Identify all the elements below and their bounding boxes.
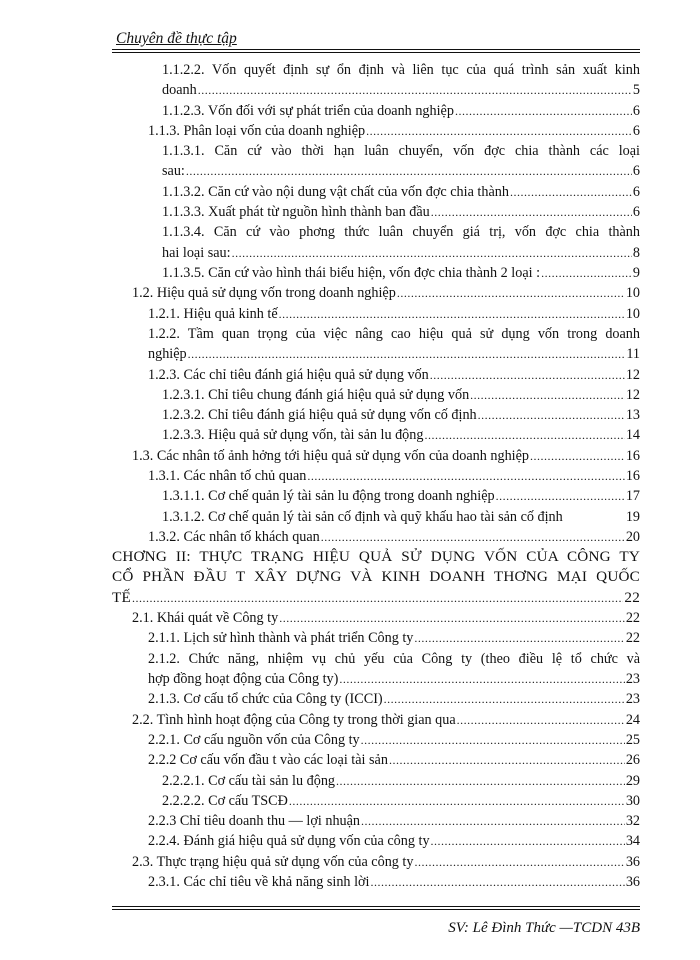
toc-entry-title-cont: CỔ PHẦN ĐẦU T XÂY DỰNG VÀ KINH DOANH THƠNG MẠI QUỐC bbox=[112, 568, 640, 586]
toc-entry-title: 1.2. Hiệu quả sử dụng vốn trong doanh nghiệp bbox=[132, 285, 396, 302]
toc-entry-title: 2.3.1. Các chỉ tiêu về khả năng sinh lời bbox=[148, 874, 370, 890]
toc-page-number: 6 bbox=[632, 102, 640, 119]
toc-entry-title-cont: hợp đồng hoạt động của Công ty) bbox=[148, 670, 339, 687]
toc-page-number: 24 bbox=[625, 711, 640, 728]
dot-leader bbox=[366, 121, 632, 141]
toc-page-number: 32 bbox=[625, 813, 640, 830]
toc-page-number: 26 bbox=[625, 752, 640, 769]
dot-leader bbox=[470, 385, 625, 405]
toc-entry-title: 1.1.3.4. Căn cứ vào phơng thức luân chuyển giá trị, vốn đợc chia thành bbox=[162, 224, 640, 241]
toc-entry-title: 2.2.2.1. Cơ cấu tài sản lu động bbox=[162, 772, 336, 789]
toc-page-number: 11 bbox=[626, 346, 640, 363]
toc-entry-title: 1.2.1. Hiệu quả kinh tế bbox=[148, 305, 278, 322]
toc-page-number: 6 bbox=[632, 122, 640, 139]
dot-leader bbox=[431, 202, 632, 222]
dot-leader bbox=[321, 527, 625, 547]
dot-leader bbox=[336, 771, 625, 791]
toc-page-number: 16 bbox=[625, 468, 640, 484]
toc-entry-title: 1.1.3. Phân loại vốn của doanh nghiệp bbox=[148, 122, 366, 139]
toc-entry-title: 1.1.3.2. Căn cứ vào nội dung vật chất của vốn đợc chia thành bbox=[162, 183, 509, 200]
toc-entry bbox=[112, 872, 640, 892]
toc-page-number: 17 bbox=[625, 488, 640, 505]
toc-entry-title: 1.1.2.2. Vốn quyết định sự ổn định và liên tục của quá trình sản xuất kinh bbox=[162, 62, 640, 78]
toc-entry-title-cont: nghiệp bbox=[148, 346, 187, 363]
toc-entry bbox=[112, 141, 640, 180]
toc-page-number: 10 bbox=[625, 305, 640, 322]
dot-leader bbox=[361, 811, 625, 831]
dot-leader bbox=[431, 831, 625, 851]
toc-page-number: 12 bbox=[625, 386, 640, 403]
dot-leader bbox=[496, 486, 625, 506]
toc-entry bbox=[112, 121, 640, 141]
dot-leader bbox=[132, 588, 623, 608]
toc-entry-title: 2.2.1. Cơ cấu nguồn vốn của Công ty bbox=[148, 731, 360, 748]
toc-page-number: 22 bbox=[625, 630, 640, 647]
toc-entry bbox=[112, 324, 640, 363]
toc-entry-title: 2.3. Thực trạng hiệu quả sử dụng vốn của công ty bbox=[132, 853, 414, 870]
header-rule bbox=[112, 49, 640, 50]
toc-page-number: 10 bbox=[625, 285, 640, 302]
dot-leader bbox=[430, 365, 625, 385]
dot-leader bbox=[370, 872, 624, 892]
toc-entry-title: 1.2.3.3. Hiệu quả sử dụng vốn, tài sản lu động bbox=[162, 427, 424, 444]
toc-entry bbox=[112, 831, 640, 851]
toc-entry-title: 1.2.3.2. Chỉ tiêu đánh giá hiệu quả sử dụng vốn cố định bbox=[162, 407, 477, 424]
footer-rule bbox=[112, 906, 640, 907]
toc-page-number: 9 bbox=[632, 265, 640, 281]
dot-leader bbox=[510, 182, 632, 202]
dot-leader bbox=[289, 791, 625, 811]
toc-entry-title: 1.1.3.1. Căn cứ vào thời hạn luân chuyển, vốn đợc chia thành các loại bbox=[162, 143, 640, 160]
dot-leader bbox=[198, 80, 632, 100]
dot-leader bbox=[457, 710, 625, 730]
toc-entry-title: 2.2.2.2. Cơ cấu TSCĐ bbox=[162, 792, 288, 809]
dot-leader bbox=[279, 304, 625, 324]
toc-page-number: 12 bbox=[625, 366, 640, 383]
dot-leader bbox=[339, 669, 624, 689]
toc-entry bbox=[112, 547, 640, 606]
toc-entry bbox=[112, 60, 640, 99]
header-title: Chuyên đề thực tập bbox=[116, 30, 237, 47]
dot-leader bbox=[414, 628, 624, 648]
toc-entry bbox=[112, 689, 640, 709]
dot-leader bbox=[397, 283, 625, 303]
toc-entry-title: 1.3. Các nhân tố ảnh hởng tới hiệu quả sử dụng vốn của doanh nghiệp bbox=[132, 447, 530, 464]
dot-leader bbox=[389, 750, 625, 770]
toc-entry bbox=[112, 771, 640, 791]
toc-page-number: 22 bbox=[625, 610, 640, 627]
toc-entry bbox=[112, 791, 640, 811]
toc-entry bbox=[112, 283, 640, 303]
dot-leader bbox=[361, 730, 625, 750]
toc-page-number: 34 bbox=[625, 833, 640, 850]
toc-entry bbox=[112, 852, 640, 872]
toc-entry bbox=[112, 263, 640, 283]
toc-entry-title: 1.1.2.3. Vốn đối với sự phát triển của doanh nghiệp bbox=[162, 102, 454, 119]
dot-leader bbox=[424, 425, 624, 445]
toc-entry bbox=[112, 405, 640, 425]
toc-entry-title: 1.3.1.1. Cơ chế quản lý tài sản lu động trong doanh nghiệp bbox=[162, 488, 495, 505]
toc-entry-title: 2.1. Khái quát về Công ty bbox=[132, 610, 279, 627]
toc-entry bbox=[112, 304, 640, 324]
dot-leader bbox=[188, 344, 626, 364]
toc-entry bbox=[112, 649, 640, 687]
footer-author: SV: Lê Đình Thức —TCDN 43B bbox=[448, 920, 640, 936]
toc-page-number: 14 bbox=[625, 427, 640, 444]
toc-page-number: 6 bbox=[632, 204, 640, 221]
toc-entry-title: 1.1.3.3. Xuất phát từ nguồn hình thành ban đầu bbox=[162, 204, 430, 221]
toc-page-number: 23 bbox=[625, 691, 640, 708]
toc-entry-title: 1.3.1.2. Cơ chế quản lý tài sản cố định và quỹ khấu hao tài sản cố định bbox=[162, 508, 563, 525]
toc-entry-title: 2.1.1. Lịch sử hình thành và phát triển Công ty bbox=[148, 630, 414, 647]
footer-rule-thin bbox=[112, 909, 640, 910]
toc-entry bbox=[112, 710, 640, 730]
toc-entry-title-cont: hai loại sau: bbox=[162, 244, 231, 261]
toc-entry-title: 2.2.2 Cơ cấu vốn đầu t vào các loại tài sản bbox=[148, 752, 388, 769]
toc-entry bbox=[112, 365, 640, 385]
toc-page-number: 5 bbox=[632, 82, 640, 99]
toc-entry bbox=[112, 811, 640, 831]
toc-entry bbox=[112, 446, 640, 466]
toc-page-number: 23 bbox=[625, 670, 640, 687]
dot-leader bbox=[530, 446, 625, 466]
dot-leader bbox=[414, 852, 624, 872]
dot-leader bbox=[455, 101, 632, 121]
toc-entry bbox=[112, 730, 640, 750]
toc-entry bbox=[112, 182, 640, 202]
toc-entry bbox=[112, 507, 640, 527]
toc-entry-title: 1.2.3.1. Chỉ tiêu chung đánh giá hiệu quả sử dụng vốn bbox=[162, 386, 470, 403]
dot-leader bbox=[279, 608, 625, 628]
toc-page-number: 20 bbox=[625, 528, 640, 545]
toc-entry bbox=[112, 527, 640, 547]
toc-entry-title: 2.2.3 Chỉ tiêu doanh thu — lợi nhuận bbox=[148, 813, 361, 830]
toc-entry-title: 1.1.3.5. Căn cứ vào hình thái biểu hiện, vốn đợc chia thành 2 loại : bbox=[162, 265, 541, 281]
toc-entry-title: 1.2.3. Các chỉ tiêu đánh giá hiệu quả sử dụng vốn bbox=[148, 366, 429, 383]
toc-entry-title: 2.2.4. Đánh giá hiệu quả sử dụng vốn của công ty bbox=[148, 833, 430, 850]
toc-entry bbox=[112, 628, 640, 648]
toc-entry-title: 1.2.2. Tầm quan trọng của việc nâng cao hiệu quả sử dụng vốn trong doanh bbox=[148, 325, 640, 342]
toc-entry bbox=[112, 222, 640, 261]
toc-page-number: 8 bbox=[632, 244, 640, 261]
toc-entry bbox=[112, 202, 640, 222]
toc-page-number: 13 bbox=[625, 407, 640, 424]
toc-page-number: 36 bbox=[625, 853, 640, 870]
toc-entry bbox=[112, 750, 640, 770]
toc-entry-title: 1.3.2. Các nhân tố khách quan bbox=[148, 528, 320, 545]
dot-leader bbox=[307, 466, 624, 486]
toc-entry-title: 2.1.2. Chức năng, nhiệm vụ chủ yếu của Công ty (theo điều lệ tổ chức và bbox=[148, 650, 640, 667]
toc-entry bbox=[112, 101, 640, 121]
toc-entry bbox=[112, 486, 640, 506]
toc-entry bbox=[112, 425, 640, 445]
toc-page-number: 30 bbox=[625, 792, 640, 809]
header-rule-thin bbox=[112, 52, 640, 53]
toc-entry bbox=[112, 608, 640, 628]
toc-entry-title: 1.3.1. Các nhân tố chủ quan bbox=[148, 468, 307, 484]
toc-entry bbox=[112, 385, 640, 405]
toc-page-number: 16 bbox=[625, 447, 640, 464]
toc-entry-title-cont: sau: bbox=[162, 163, 185, 180]
toc-entry-title-cont: doanh bbox=[162, 82, 197, 99]
toc-page-number: 29 bbox=[625, 772, 640, 789]
toc-page-number: 25 bbox=[625, 731, 640, 748]
toc-page-number: 36 bbox=[625, 874, 640, 890]
toc-entry-title-cont: TẾ bbox=[112, 588, 131, 606]
toc-entry-title: 2.1.3. Cơ cấu tổ chức của Công ty (ICCI) bbox=[148, 691, 383, 708]
toc-entry-title: 2.2. Tình hình hoạt động của Công ty trong thời gian qua bbox=[132, 711, 456, 728]
toc-page-number: 6 bbox=[632, 183, 640, 200]
dot-leader bbox=[478, 405, 625, 425]
toc-page-number: 22 bbox=[624, 588, 640, 606]
toc-entry-title: CHƠNG II: THỰC TRẠNG HIỆU QUẢ SỬ DỤNG VỐN CỦA CÔNG TY bbox=[112, 548, 640, 566]
toc-page-number: 19 bbox=[625, 508, 640, 525]
dot-leader bbox=[541, 263, 632, 283]
dot-leader bbox=[186, 161, 632, 181]
toc-entry bbox=[112, 466, 640, 486]
toc-page-number: 6 bbox=[632, 163, 640, 180]
dot-leader bbox=[384, 689, 625, 709]
dot-leader bbox=[232, 243, 632, 263]
